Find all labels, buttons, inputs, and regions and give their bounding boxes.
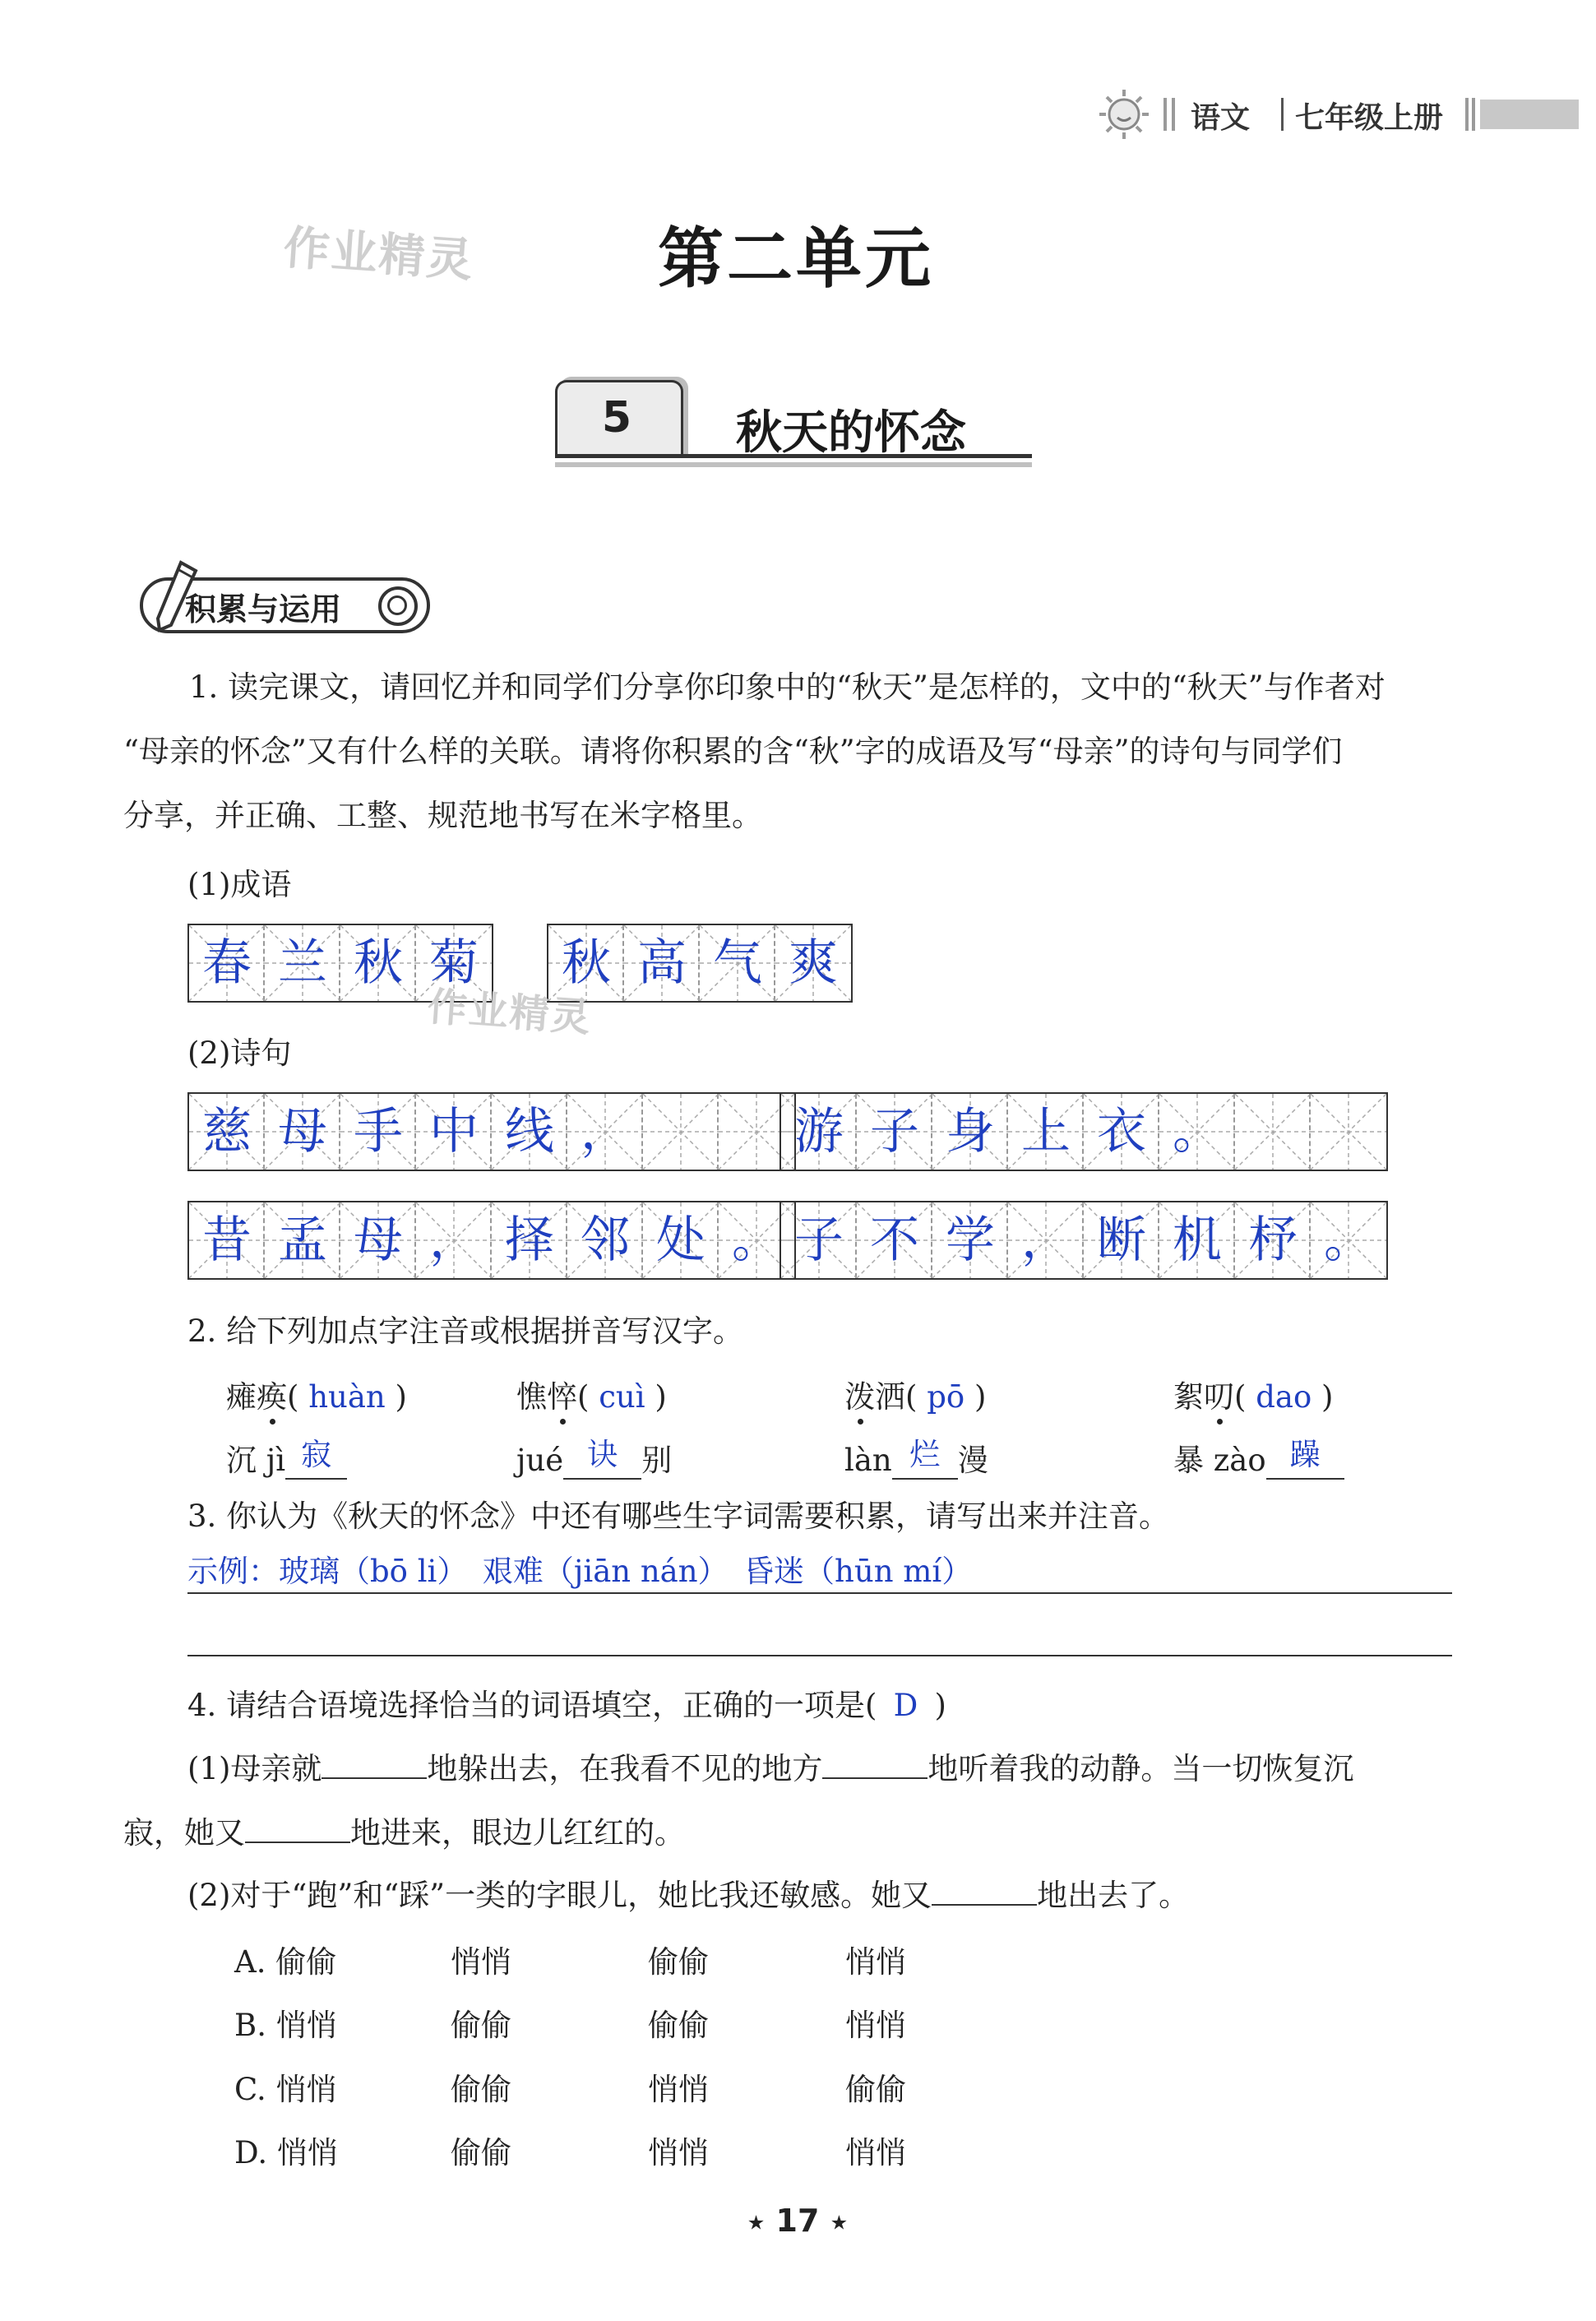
q1-line3: 分享，并正确、工整、规范地书写在米字格里。 [123,798,762,833]
header-gray-block [1480,100,1579,129]
option-c-4: 偷偷 [845,2072,906,2107]
handwritten-char: 不 [870,1211,919,1269]
sun-icon [1098,88,1150,141]
grid-cell [1311,1202,1386,1278]
grid-cell [781,1094,857,1170]
handwritten-char: 秋 [562,934,611,992]
poem-grid-r2-left [187,1201,796,1280]
handwritten-char: 秋 [354,934,403,992]
option-a-3: 偷偷 [648,1944,709,1980]
grid-cell [265,1202,340,1278]
handwritten-char: 杼 [1248,1211,1298,1269]
star-icon: ★ [747,2211,766,2235]
q2-answer: 诀 [587,1437,618,1472]
q2-answer: huàn [308,1379,386,1415]
page-footer [740,2203,855,2239]
section-label: 积累与运用 [185,591,342,628]
handwritten-char: 衣 [1097,1103,1146,1160]
grid-cell [857,1094,932,1170]
handwritten-char: 择 [505,1211,554,1269]
handwritten-char: 邻 [581,1211,630,1269]
q4-answer: D [893,1688,918,1723]
grid-cell [1084,1202,1159,1278]
q2-answer: pō [927,1379,965,1415]
handwritten-char: 处 [656,1211,705,1269]
unit-title: 第二单元 [658,220,934,297]
q2-answer: 躁 [1289,1437,1321,1472]
handwritten-char: 手 [354,1103,403,1160]
option-c-2: 偷偷 [451,2072,511,2107]
grid-cell [265,1094,340,1170]
handwritten-char: 子 [870,1103,919,1160]
grid-cell [1159,1202,1235,1278]
handwritten-char: 兰 [278,934,327,992]
option-d-4: 悄悄 [845,2135,906,2170]
q2-answer: 烂 [909,1437,941,1472]
q1-line2: “母亲的怀念”又有什么样的关联。请将你积累的含“秋”字的成语及写“母亲”的诗句与同学们 [123,734,1343,769]
q2-item-6: jué 诀 别 [516,1435,672,1480]
q2-item-4: 絮叨( dao ) [1173,1379,1334,1415]
grid-cell [416,1094,492,1170]
subject-label: 语文 [1191,101,1251,135]
handwritten-char: 孟 [278,1211,327,1269]
grid-cell [1311,1094,1386,1170]
q2-item-5: 沉 jì 寂 [226,1435,347,1480]
handwritten-char: 慈 [202,1103,252,1160]
q4-text: 4. 请结合语境选择恰当的词语填空，正确的一项是( D ) [187,1674,946,1738]
option-c-3: 悄悄 [648,2072,709,2107]
handwritten-char: 游 [794,1103,844,1160]
q3-answer: 示例：玻璃（bō li） 艰难（jiān nán） 昏迷（hūn mí） [187,1554,973,1589]
grid-cell [189,925,265,1001]
idiom-label: (1)成语 [187,867,292,902]
poem-grid-r1-left [187,1092,796,1171]
watermark: 作业精灵 [281,220,476,289]
grid-cell [189,1202,265,1278]
grid-cell [1008,1202,1084,1278]
q2-answer: dao [1256,1379,1312,1415]
poem-grid-r2-right [779,1201,1388,1280]
q4-sentence-2: (2)对于“跑”和“踩”一类的字眼儿，她比我还敏感。她又 地出去了。 [187,1878,1190,1913]
q2-item-1: 瘫痪( huàn ) [226,1379,407,1415]
option-d-3: 悄悄 [648,2135,709,2170]
handwritten-char: 线 [505,1103,554,1160]
handwritten-char: 机 [1173,1211,1222,1269]
option-a-2: 悄悄 [451,1944,511,1980]
grid-cell [567,1094,643,1170]
handwritten-char: 高 [637,934,687,992]
section-tag [132,559,436,642]
grid-cell [416,1202,492,1278]
grid-cell [189,1094,265,1170]
handwritten-char: 昔 [202,1211,252,1269]
lesson-banner [555,380,1032,470]
grid-cell [1008,1094,1084,1170]
q4-sentence-1: (1)母亲就 地躲出去，在我看不见的地方 地听着我的动静。当一切恢复沉 [187,1751,1354,1786]
q2-item-3: 泼洒( pō ) [844,1379,987,1415]
option-a-1: A. 偷偷 [234,1944,337,1980]
handwritten-char: 母 [354,1211,403,1269]
handwritten-char [1311,1094,1386,1170]
handwritten-char: 。 [1173,1103,1222,1160]
lesson-title: 秋天的怀念 [736,406,966,460]
handwritten-char: 爽 [789,934,838,992]
handwritten-char [1235,1094,1311,1170]
lesson-number: 5 [601,393,632,442]
handwritten-char: 中 [429,1103,479,1160]
grid-cell [340,1094,416,1170]
option-b-4: 悄悄 [845,2008,906,2043]
grid-cell [643,1094,719,1170]
grid-cell [643,1202,719,1278]
handwritten-char: 气 [713,934,762,992]
q2-item-2: 憔悴( cuì ) [516,1379,667,1415]
option-c-1: C. 悄悄 [234,2072,337,2107]
handwritten-char: 母 [278,1103,327,1160]
q4-sentence-1-cont: 寂，她又 地进来，眼边儿红红的。 [123,1815,685,1851]
star-icon: ★ [830,2211,849,2235]
option-d-1: D. 悄悄 [234,2135,338,2170]
handwritten-char: 春 [202,934,252,992]
q2-text: 2. 给下列加点字注音或根据拼音写汉字。 [187,1313,744,1349]
watermark: 作业精灵 [425,984,594,1041]
grid-cell [265,925,340,1001]
handwritten-char: 断 [1097,1211,1146,1269]
q2-item-7: làn 烂 漫 [844,1435,988,1480]
grid-cell [1084,1094,1159,1170]
grid-cell [781,1202,857,1278]
page-number: 17 [775,2203,820,2239]
option-b-1: B. 悄悄 [234,2008,337,2043]
option-b-2: 偷偷 [451,2008,511,2043]
grid-cell [340,1202,416,1278]
handwritten-char: 。 [1324,1211,1373,1269]
handwritten-char: 上 [1021,1103,1071,1160]
grid-cell [624,925,700,1001]
handwritten-char: ， [581,1103,630,1160]
handwritten-char: 菊 [429,934,479,992]
q1-line1: 1. 读完课文，请回忆并和同学们分享你印象中的“秋天”是怎样的，文中的“秋天”与作者对 [189,669,1386,705]
grid-cell [857,1202,932,1278]
q3-text: 3. 你认为《秋天的怀念》中还有哪些生字词需要积累，请写出来并注音。 [187,1499,1170,1534]
page-header [1094,86,1579,144]
handwritten-char: 身 [946,1103,995,1160]
handwritten-char: ， [1021,1211,1071,1269]
grid-cell [492,1202,567,1278]
grade-label: 七年级上册 [1295,101,1444,135]
q2-item-8: 暴 zào 躁 [1173,1435,1344,1480]
handwritten-char: 子 [794,1211,844,1269]
grid-cell [932,1094,1008,1170]
grid-cell [492,1094,567,1170]
option-b-3: 偷偷 [648,2008,709,2043]
grid-cell [1235,1202,1311,1278]
grid-cell [775,925,851,1001]
handwritten-char: 。 [732,1211,781,1269]
handwritten-char [643,1094,719,1170]
option-d-2: 偷偷 [451,2135,511,2170]
grid-cell [700,925,775,1001]
handwritten-char: 学 [946,1211,995,1269]
option-a-4: 悄悄 [845,1944,906,1980]
grid-cell [340,925,416,1001]
handwritten-char: ， [429,1211,479,1269]
grid-cell [932,1202,1008,1278]
q2-answer: 寂 [301,1437,332,1472]
grid-cell [567,1202,643,1278]
answer-line [187,1655,1452,1656]
grid-cell [1235,1094,1311,1170]
poem-label: (2)诗句 [187,1035,292,1071]
grid-cell [1159,1094,1235,1170]
q2-answer: cuì [599,1379,645,1415]
poem-grid-r1-right [779,1092,1388,1171]
answer-line [187,1592,1452,1594]
